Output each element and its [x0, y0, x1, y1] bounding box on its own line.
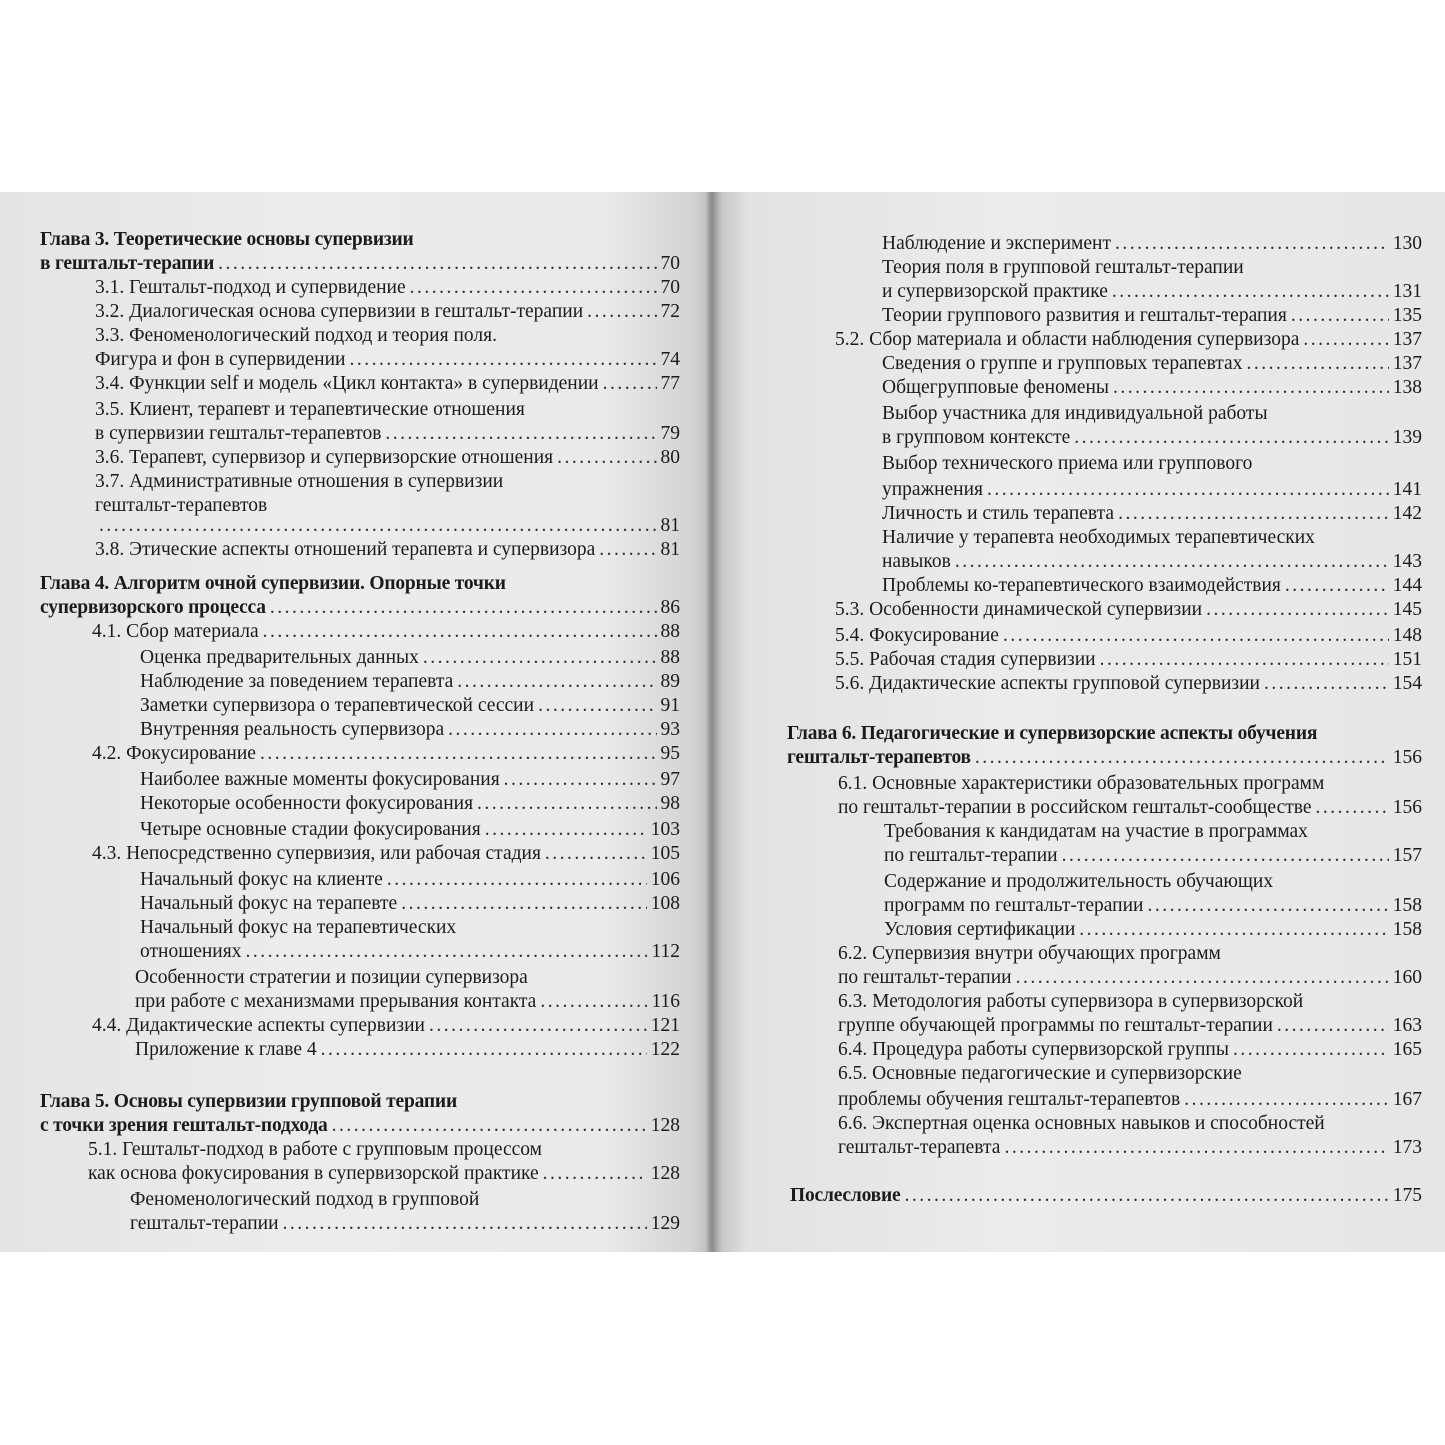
toc-entry-title: по гештальт-терапии в российском гештальт-сообществе [838, 797, 1312, 818]
toc-leader-dots [99, 514, 657, 538]
toc-entry [838, 1038, 1422, 1062]
toc-entry-title: по гештальт-терапии [884, 845, 1058, 866]
toc-entry-title: Содержание и продолжительность обучающих [884, 871, 1274, 892]
toc-leader-dots [905, 1184, 1389, 1208]
toc-page-number: 79 [660, 423, 680, 444]
toc-entry-title: супервизорского процесса [40, 597, 266, 618]
toc-leader-dots [1285, 574, 1389, 598]
toc-leader-dots [387, 868, 647, 892]
toc-page-number: 128 [650, 1163, 680, 1184]
toc-entry [92, 742, 680, 766]
toc-entry [882, 452, 1422, 476]
toc-entry-title: Проблемы ко-терапевтического взаимодействия [882, 575, 1281, 596]
toc-entry [838, 966, 1422, 990]
toc-entry-title: группе обучающей программы по гештальт-терапии [838, 1015, 1273, 1036]
toc-page-number: 142 [1392, 503, 1422, 524]
toc-entry-title: Некоторые особенности фокусирования [140, 793, 474, 814]
toc-entry-title: Наличие у терапевта необходимых терапевтических [882, 527, 1315, 548]
toc-entry [838, 772, 1422, 796]
toc-page-number: 70 [660, 253, 680, 274]
toc-leader-dots [245, 940, 647, 964]
toc-leader-dots [1303, 328, 1388, 352]
toc-entry [140, 818, 680, 842]
toc-entry-title: Послесловие [790, 1185, 901, 1206]
toc-entry-title: Требования к кандидатам на участие в программах [884, 821, 1308, 842]
toc-leader-dots [423, 646, 657, 670]
toc-entry [884, 870, 1422, 894]
toc-heading [40, 1090, 680, 1114]
toc-entry [838, 1014, 1422, 1038]
toc-entry [884, 820, 1422, 844]
toc-entry [130, 1188, 680, 1212]
toc-entry-title: 3.4. Функции self и модель «Цикл контакта» в супервидении [95, 373, 599, 394]
toc-entry-title: по гештальт-терапии [838, 967, 1012, 988]
toc-entry-title: 3.6. Терапевт, супервизор и супервизорские отношения [95, 447, 554, 468]
toc-heading [40, 1114, 680, 1138]
toc-entry-title: 6.3. Методология работы супервизора в супервизорской [838, 991, 1304, 1012]
toc-page-number: 97 [660, 769, 680, 790]
toc-leader-dots [270, 596, 657, 620]
toc-page-number: 135 [1392, 305, 1422, 326]
toc-page-number: 175 [1392, 1185, 1422, 1206]
toc-leader-dots [1115, 232, 1389, 256]
toc-page-number: 148 [1392, 625, 1422, 646]
toc-entry [92, 1014, 680, 1038]
toc-entry [95, 348, 680, 372]
toc-page-number: 165 [1392, 1039, 1422, 1060]
toc-entry [140, 868, 680, 892]
toc-entry-title: при работе с механизмами прерывания контакта [135, 991, 537, 1012]
toc-page-number: 77 [660, 373, 680, 394]
toc-page-number: 112 [651, 941, 680, 962]
toc-leader-dots [429, 1014, 647, 1038]
toc-entry [140, 670, 680, 694]
toc-entry-title: 4.4. Дидактические аспекты супервизии [92, 1015, 425, 1036]
toc-entry-title: гештальт-терапии [130, 1213, 279, 1234]
toc-entry-title: Общегрупповые феномены [882, 377, 1110, 398]
toc-entry-title: 4.1. Сбор материала [92, 621, 259, 642]
toc-entry-title: гештальт-терапевтов [787, 747, 971, 768]
toc-entry-title: 5.4. Фокусирование [835, 625, 999, 646]
toc-heading [40, 252, 680, 276]
toc-entry [882, 232, 1422, 256]
toc-entry-title: в супервизии гештальт-терапевтов [95, 423, 382, 444]
left-page [0, 192, 712, 1252]
toc-leader-dots [321, 1038, 647, 1062]
toc-entry [882, 256, 1422, 280]
toc-entry-title: Начальный фокус на терапевтических [140, 917, 457, 938]
toc-page-number: 81 [660, 515, 680, 536]
toc-leader-dots [260, 742, 657, 766]
toc-entry [92, 842, 680, 866]
toc-leader-dots [401, 892, 647, 916]
toc-leader-dots [1074, 426, 1388, 450]
toc-leader-dots [218, 252, 656, 276]
toc-entry [882, 550, 1422, 574]
toc-leader-dots [1147, 894, 1388, 918]
toc-leader-dots [1246, 352, 1388, 376]
toc-entry [884, 844, 1422, 868]
toc-entry-title: Выбор технического приема или группового [882, 453, 1253, 474]
toc-page-number: 154 [1392, 673, 1422, 694]
toc-leader-dots [1206, 598, 1389, 622]
toc-entry [135, 966, 680, 990]
toc-page-number: 121 [650, 1015, 680, 1036]
toc-entry-title: 4.3. Непосредственно супервизия, или рабочая стадия [92, 843, 541, 864]
toc-entry [130, 1212, 680, 1236]
toc-page-number: 144 [1392, 575, 1422, 596]
toc-leader-dots [1316, 796, 1389, 820]
toc-leader-dots [263, 620, 657, 644]
toc-leader-dots [540, 990, 647, 1014]
toc-page-number: 145 [1392, 599, 1422, 620]
toc-entry [838, 942, 1422, 966]
toc-entry-title: Наблюдение за поведением терапевта [140, 671, 454, 692]
book-gutter [706, 192, 718, 1252]
toc-entry-title: Оценка предварительных данных [140, 647, 419, 668]
toc-entry [884, 894, 1422, 918]
toc-entry [95, 470, 680, 494]
toc-entry [882, 280, 1422, 304]
toc-entry-title: 5.2. Сбор материала и области наблюдения супервизора [835, 329, 1300, 350]
toc-page-number: 89 [660, 671, 680, 692]
toc-entry-title: Личность и стиль терапевта [882, 503, 1115, 524]
toc-entry [88, 1162, 680, 1186]
toc-leader-dots [1118, 502, 1389, 526]
toc-entry [140, 792, 680, 816]
toc-entry [882, 376, 1422, 400]
toc-leader-dots [543, 1162, 647, 1186]
toc-leader-dots [538, 694, 656, 718]
toc-leader-dots [1004, 1136, 1388, 1160]
toc-entry [135, 990, 680, 1014]
toc-entry [884, 918, 1422, 942]
toc-page-number: 108 [650, 893, 680, 914]
toc-entry [95, 538, 680, 562]
toc-leader-dots [485, 818, 647, 842]
toc-entry [140, 892, 680, 916]
toc-page-number: 138 [1392, 377, 1422, 398]
toc-entry [835, 648, 1422, 672]
toc-heading [40, 596, 680, 620]
toc-entry-title: Начальный фокус на терапевте [140, 893, 398, 914]
toc-page-number: 173 [1392, 1137, 1422, 1158]
toc-entry [135, 1038, 680, 1062]
toc-entry [882, 426, 1422, 450]
toc-page-number: 93 [660, 719, 680, 740]
toc-entry [835, 598, 1422, 622]
toc-leader-dots [599, 538, 656, 562]
toc-leader-dots [987, 478, 1389, 502]
toc-entry-title: с точки зрения гештальт-подхода [40, 1115, 328, 1136]
toc-leader-dots [410, 276, 657, 300]
toc-entry-title: 5.6. Дидактические аспекты групповой супервизии [835, 673, 1260, 694]
toc-entry [95, 300, 680, 324]
toc-entry-title: 3.7. Административные отношения в супервизии [95, 471, 504, 492]
toc-page-number: 70 [660, 277, 680, 298]
toc-leader-dots [1184, 1088, 1389, 1112]
toc-entry [882, 502, 1422, 526]
toc-entry [140, 940, 680, 964]
toc-entry [140, 646, 680, 670]
toc-leader-dots [385, 422, 656, 446]
toc-page-number: 116 [651, 991, 680, 1012]
toc-entry-title: Заметки супервизора о терапевтической сессии [140, 695, 535, 716]
toc-entry [835, 672, 1422, 696]
toc-entry-title: 5.3. Особенности динамической супервизии [835, 599, 1203, 620]
toc-entry-title: Теории группового развития и гештальт-терапия [882, 305, 1287, 326]
toc-leader-dots [448, 718, 656, 742]
toc-entry [882, 574, 1422, 598]
toc-entry [882, 526, 1422, 550]
toc-entry [95, 514, 680, 538]
toc-entry [95, 372, 680, 396]
toc-entry [838, 1062, 1422, 1086]
toc-entry-title: 6.6. Экспертная оценка основных навыков и способностей [838, 1113, 1325, 1134]
toc-entry-title: навыков [882, 551, 951, 572]
toc-entry-title: 3.5. Клиент, терапевт и терапевтические отношения [95, 399, 525, 420]
toc-entry-title: Выбор участника для индивидуальной работы [882, 403, 1268, 424]
toc-leader-dots [1100, 648, 1389, 672]
toc-entry-title: проблемы обучения гештальт-терапевтов [838, 1089, 1181, 1110]
toc-entry [95, 276, 680, 300]
toc-entry-title: гештальт-терапевтов [95, 495, 268, 516]
toc-page-number: 137 [1392, 329, 1422, 350]
toc-entry [882, 478, 1422, 502]
toc-page-number: 156 [1392, 797, 1422, 818]
toc-entry-title: 4.2. Фокусирование [92, 743, 256, 764]
toc-leader-dots [477, 792, 656, 816]
toc-entry-title: Теория поля в групповой гештальт-терапии [882, 257, 1244, 278]
toc-page-number: 158 [1392, 919, 1422, 940]
toc-heading [787, 722, 1422, 746]
right-page [712, 192, 1445, 1252]
toc-entry-title: Глава 5. Основы супервизии групповой терапии [40, 1091, 458, 1112]
toc-page-number: 88 [660, 621, 680, 642]
toc-entry-title: Глава 4. Алгоритм очной супервизии. Опорные точки [40, 573, 506, 594]
toc-leader-dots [557, 446, 656, 470]
toc-page-number: 72 [660, 301, 680, 322]
toc-entry-title: 5.1. Гештальт-подход в работе с групповым процессом [88, 1139, 543, 1160]
toc-page-number: 98 [660, 793, 680, 814]
toc-entry-title: Феноменологический подход в групповой [130, 1189, 480, 1210]
toc-leader-dots [1062, 844, 1389, 868]
toc-entry [95, 324, 680, 348]
toc-page-number: 86 [660, 597, 680, 618]
toc-page-number: 74 [660, 349, 680, 370]
toc-entry [88, 1138, 680, 1162]
toc-heading [790, 1184, 1422, 1208]
toc-entry-title: 6.5. Основные педагогические и супервизорские [838, 1063, 1242, 1084]
toc-page-number: 130 [1392, 233, 1422, 254]
toc-entry [140, 718, 680, 742]
toc-page-number: 129 [650, 1213, 680, 1234]
toc-page-number: 163 [1392, 1015, 1422, 1036]
toc-entry-title: упражнения [882, 479, 983, 500]
toc-entry-title: 3.1. Гештальт-подход и супервидение [95, 277, 406, 298]
toc-entry-title: 3.3. Феноменологический подход и теория поля. [95, 325, 497, 346]
toc-entry [838, 1136, 1422, 1160]
toc-entry-title: 3.2. Диалогическая основа супервизии в гештальт-терапии [95, 301, 584, 322]
toc-page-number: 160 [1392, 967, 1422, 988]
toc-entry [92, 620, 680, 644]
toc-entry-title: Наиболее важные моменты фокусирования [140, 769, 500, 790]
toc-page-number: 139 [1392, 427, 1422, 448]
toc-page-number: 128 [650, 1115, 680, 1136]
toc-entry-title: 6.4. Процедура работы супервизорской группы [838, 1039, 1229, 1060]
toc-entry-title: Сведения о группе и групповых терапевтах [882, 353, 1243, 374]
toc-page-number: 106 [650, 869, 680, 890]
toc-entry [140, 916, 680, 940]
toc-leader-dots [1291, 304, 1389, 328]
toc-entry-title: Глава 6. Педагогические и супервизорские аспекты обучения [787, 723, 1318, 744]
toc-leader-dots [955, 550, 1389, 574]
toc-leader-dots [1016, 966, 1389, 990]
toc-leader-dots [504, 768, 657, 792]
toc-page-number: 81 [660, 539, 680, 560]
toc-leader-dots [603, 372, 657, 396]
toc-entry [835, 624, 1422, 648]
toc-entry [838, 1112, 1422, 1136]
toc-entry [838, 990, 1422, 1014]
toc-entry-title: 5.5. Рабочая стадия супервизии [835, 649, 1096, 670]
toc-leader-dots [1003, 624, 1389, 648]
toc-page-number: 137 [1392, 353, 1422, 374]
toc-page-number: 156 [1392, 747, 1422, 768]
toc-entry-title: Приложение к главе 4 [135, 1039, 317, 1060]
toc-entry-title: в групповом контексте [882, 427, 1071, 448]
toc-page-number: 151 [1392, 649, 1422, 670]
toc-entry-title: 6.2. Супервизия внутри обучающих программ [838, 943, 1221, 964]
toc-leader-dots [1079, 918, 1388, 942]
toc-entry-title: 3.8. Этические аспекты отношений терапевта и супервизора [95, 539, 596, 560]
toc-entry-title: и супервизорской практике [882, 281, 1108, 302]
toc-entry-title: в гештальт-терапии [40, 253, 215, 274]
toc-entry [140, 694, 680, 718]
toc-entry-title: гештальт-терапевта [838, 1137, 1001, 1158]
toc-entry-title: Фигура и фон в супервидении [95, 349, 346, 370]
toc-entry [835, 328, 1422, 352]
toc-entry-title: как основа фокусирования в супервизорской практике [88, 1163, 539, 1184]
toc-entry-title: программ по гештальт-терапии [884, 895, 1144, 916]
toc-entry-title: Начальный фокус на клиенте [140, 869, 383, 890]
book-spread [0, 192, 1445, 1252]
toc-entry [838, 1088, 1422, 1112]
toc-leader-dots [975, 746, 1389, 770]
toc-page-number: 157 [1392, 845, 1422, 866]
toc-leader-dots [283, 1212, 647, 1236]
toc-entry-title: Четыре основные стадии фокусирования [140, 819, 481, 840]
toc-leader-dots [1264, 672, 1389, 696]
toc-leader-dots [1112, 280, 1389, 304]
toc-page-number: 167 [1392, 1089, 1422, 1110]
toc-leader-dots [332, 1114, 647, 1138]
toc-entry-title: Глава 3. Теоретические основы супервизии [40, 229, 414, 250]
toc-heading [40, 228, 670, 252]
toc-page-number: 158 [1392, 895, 1422, 916]
toc-leader-dots [457, 670, 656, 694]
toc-entry-title: 6.1. Основные характеристики образовательных программ [838, 773, 1325, 794]
toc-page-number: 88 [660, 647, 680, 668]
toc-page-number: 80 [660, 447, 680, 468]
toc-entry-title: Особенности стратегии и позиции супервизора [135, 967, 528, 988]
toc-page-number: 103 [650, 819, 680, 840]
toc-entry-title: Внутренняя реальность супервизора [140, 719, 445, 740]
toc-entry [95, 446, 680, 470]
toc-entry [882, 352, 1422, 376]
toc-leader-dots [1233, 1038, 1389, 1062]
toc-page-number: 122 [650, 1039, 680, 1060]
toc-leader-dots [587, 300, 656, 324]
toc-entry-title: отношениях [140, 941, 242, 962]
toc-page-number: 91 [660, 695, 680, 716]
toc-page-number: 131 [1392, 281, 1422, 302]
toc-entry [882, 304, 1422, 328]
toc-leader-dots [545, 842, 647, 866]
toc-entry [882, 402, 1422, 426]
toc-page-number: 95 [660, 743, 680, 764]
toc-leader-dots [1277, 1014, 1389, 1038]
toc-heading [40, 572, 680, 596]
toc-heading [787, 746, 1422, 770]
toc-entry-title: Наблюдение и эксперимент [882, 233, 1112, 254]
toc-entry [95, 398, 680, 422]
toc-entry-title: Условия сертификации [884, 919, 1076, 940]
toc-page-number: 143 [1392, 551, 1422, 572]
toc-entry [140, 768, 680, 792]
toc-page-number: 105 [650, 843, 680, 864]
toc-entry [95, 422, 680, 446]
toc-page-number: 141 [1392, 479, 1422, 500]
toc-leader-dots [1113, 376, 1389, 400]
toc-leader-dots [349, 348, 656, 372]
toc-entry [838, 796, 1422, 820]
